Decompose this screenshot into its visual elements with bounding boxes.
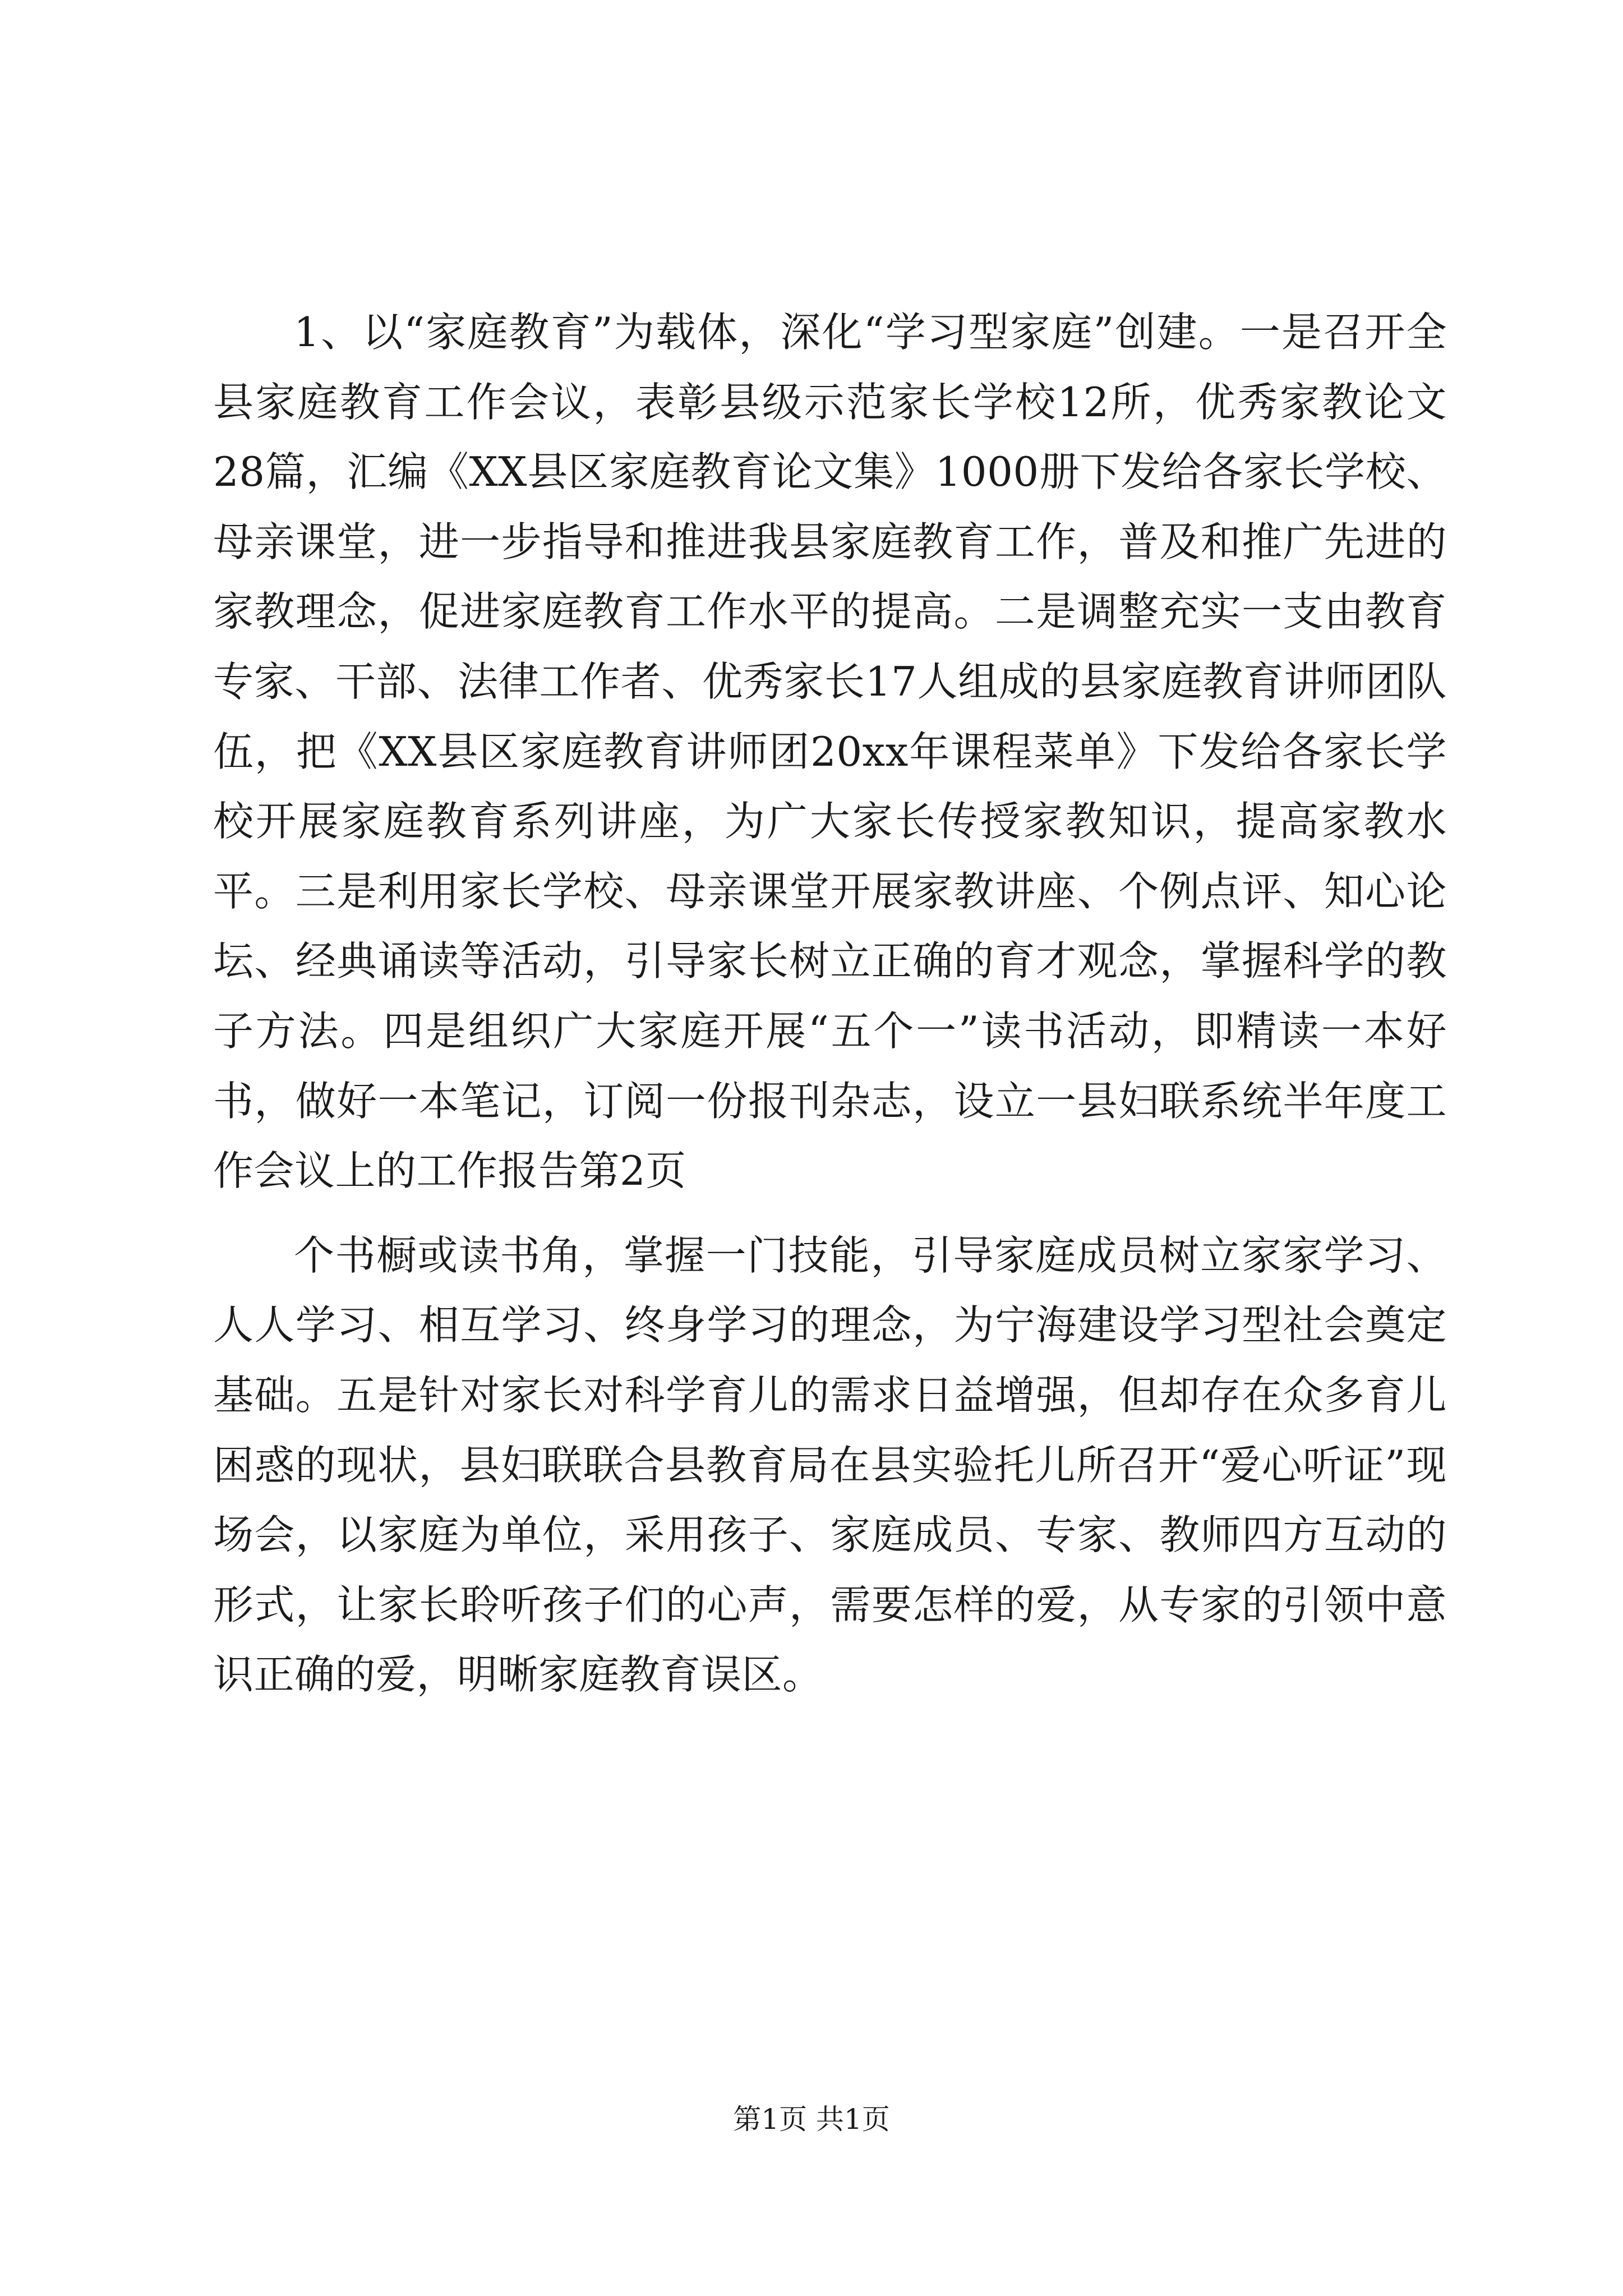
document-body: [213, 297, 1447, 1710]
page-number-footer: 第1页 共1页: [733, 2103, 890, 2136]
body-paragraph: 个书橱或读书角，掌握一门技能，引导家庭成员树立家家学习、人人学习、相互学习、终身学习的理念，为宁海建设学习型社会奠定基础。五是针对家长对科学育儿的需求日益增强，但却存在众多育儿困惑的现状，县妇联联合县教育局在县实验托儿所召开“爱心听证”现场会，以家庭为单位，采用孩子、家庭成员、专家、教师四方互动的形式，让家长聆听孩子们的心声，需要怎样的爱，从专家的引领中意识正确的爱，明晰家庭教育误区。: [213, 1231, 1447, 1699]
body-paragraph: 1、以“家庭教育”为载体，深化“学习型家庭”创建。一是召开全县家庭教育工作会议，表彰县级示范家长学校12所，优秀家教论文28篇，汇编《XX县区家庭教育论文集》1000册下发给各家长学校、母亲课堂，进一步指导和推进我县家庭教育工作，普及和推广先进的家教理念，促进家庭教育工作水平的提高。二是调整充实一支由教育专家、干部、法律工作者、优秀家长17人组成的县家庭教育讲师团队伍，把《XX县区家庭教育讲师团20xx年课程菜单》下发给各家长学校开展家庭教育系列讲座，为广大家长传授家教知识，提高家教水平。三是利用家长学校、母亲课堂开展家教讲座、个例点评、知心论坛、经典诵读等活动，引导家长树立正确的育才观念，掌握科学的教子方法。四是组织广大家庭开展“五个一”读书活动，即精读一本好书，做好一本笔记，订阅一份报刊杂志，设立一县妇联系统半年度工作会议上的工作报告第2页: [213, 309, 1447, 1195]
